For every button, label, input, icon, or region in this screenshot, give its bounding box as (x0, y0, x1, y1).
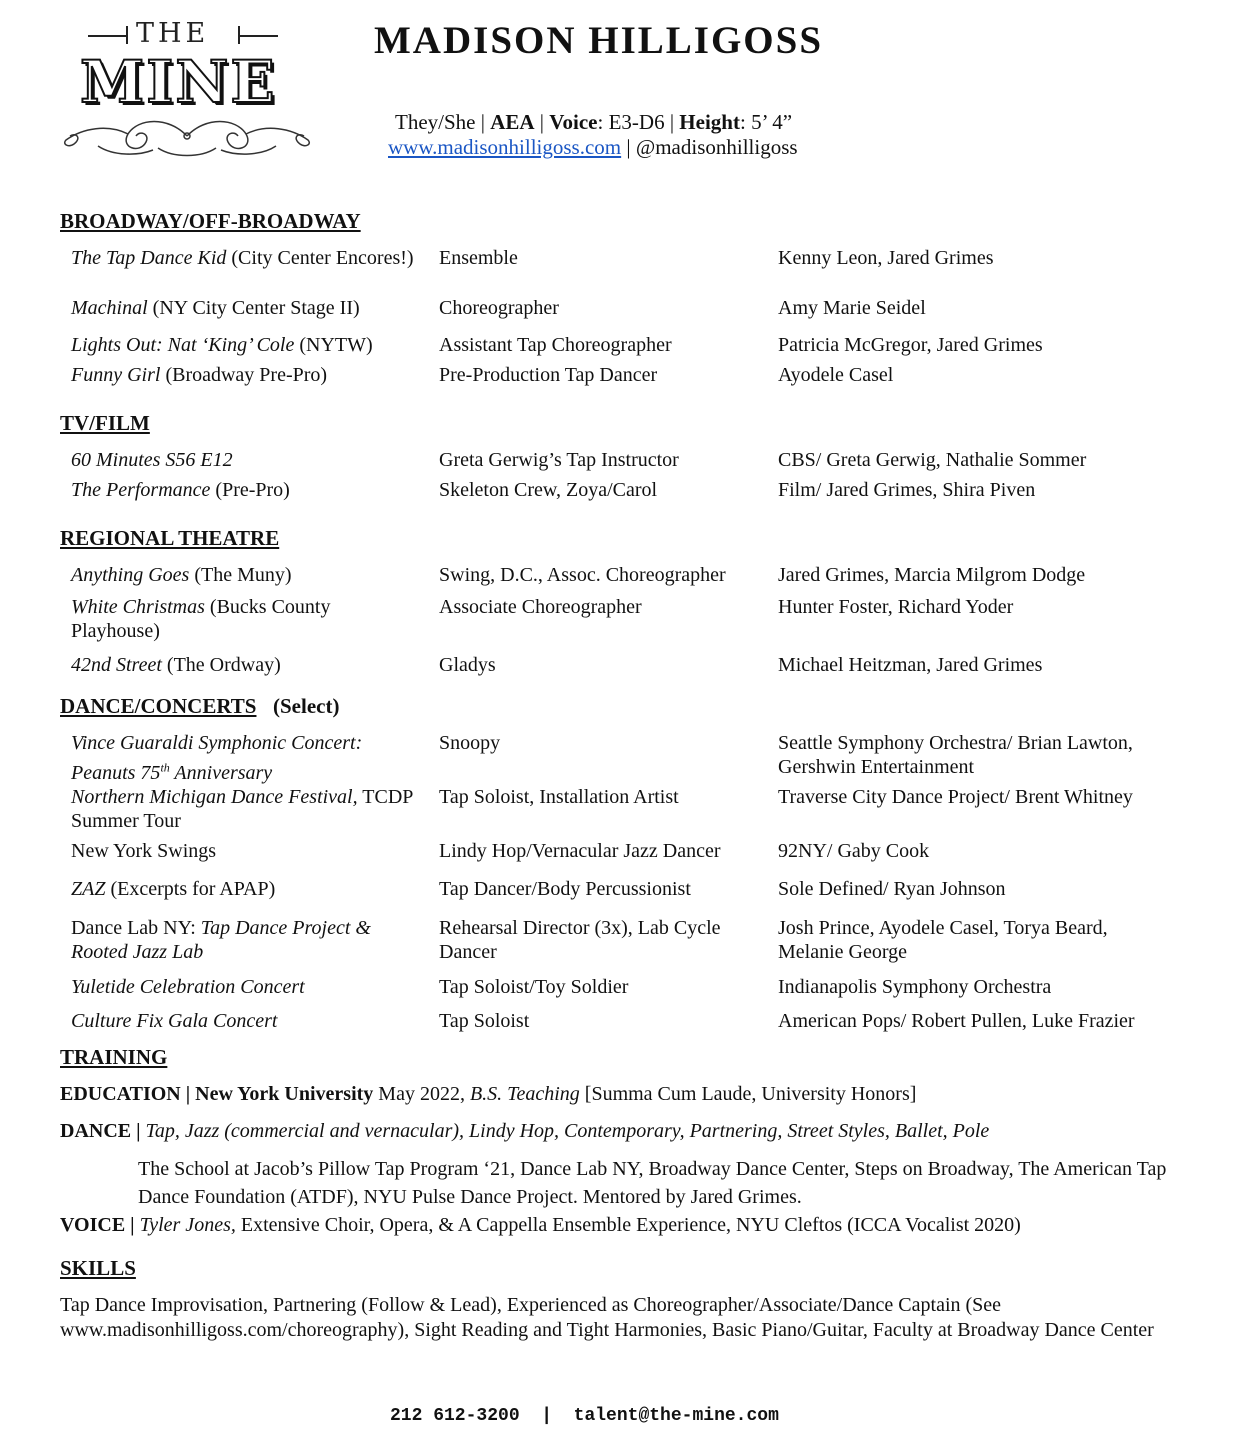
credit-show: White Christmas (Bucks County Playhouse) (71, 596, 331, 642)
credit-show: Lights Out: Nat ‘King’ Cole (NYTW) (71, 334, 373, 356)
credit-show: Culture Fix Gala Concert (71, 1010, 278, 1032)
social-handle: @madisonhilligoss (635, 135, 798, 159)
training-voice: VOICE | Tyler Jones, Extensive Choir, Opera, & A Cappella Ensemble Experience, NYU Cleftos (ICCA Vocalist 2020) (60, 1214, 1021, 1236)
credit-show: ZAZ (Excerpts for APAP) (71, 878, 276, 900)
performer-stats: They/She | AEA | Voice: E3-D6 | Height: 5’ 4” (395, 110, 793, 134)
credit-director: Traverse City Dance Project/ Brent Whitney (778, 786, 1133, 808)
voice-range: E3-D6 (608, 110, 665, 134)
credit-role: Skeleton Crew, Zoya/Carol (439, 479, 658, 501)
credit-show: New York Swings (71, 840, 217, 862)
section-heading-regional: REGIONAL THEATRE (60, 526, 280, 550)
credit-show: 42nd Street (The Ordway) (71, 654, 281, 676)
credit-show: Vince Guaraldi Symphonic Concert: Peanuts 75th Anniversary (71, 732, 363, 784)
union-status: AEA (490, 110, 535, 134)
section-heading-tv-film: TV/FILM (60, 411, 150, 435)
contact-links: www.madisonhilligoss.com | @madisonhilligoss (388, 135, 798, 159)
credit-role: Tap Soloist/Toy Soldier (439, 976, 629, 998)
credit-director: Film/ Jared Grimes, Shira Piven (778, 479, 1036, 501)
logo-the-text: THE (136, 18, 210, 49)
credit-director: Patricia McGregor, Jared Grimes (778, 334, 1043, 356)
agency-phone: 212 612-3200 (390, 1406, 520, 1426)
flourish-ornament-icon (58, 106, 316, 166)
credit-role: Gladys (439, 654, 496, 676)
agency-contact-footer (390, 1406, 779, 1426)
agency-email[interactable]: talent@the-mine.com (573, 1406, 779, 1426)
credit-role: Associate Choreographer (439, 596, 642, 618)
credit-show: Machinal (NY City Center Stage II) (71, 297, 360, 319)
voice-label: Voice (549, 110, 598, 134)
performer-name: MADISON HILLIGOSS (374, 19, 824, 62)
credit-role: Tap Soloist (439, 1010, 530, 1032)
logo-mine-text: MINE (80, 48, 277, 116)
credit-show: Northern Michigan Dance Festival, TCDP Summer Tour (71, 786, 413, 832)
section-heading-skills: SKILLS (60, 1256, 136, 1280)
website-link[interactable]: www.madisonhilligoss.com (388, 135, 622, 159)
credit-director: Indianapolis Symphony Orchestra (778, 976, 1052, 998)
credit-role: Lindy Hop/Vernacular Jazz Dancer (439, 840, 721, 862)
credit-show: 60 Minutes S56 E12 (71, 449, 233, 471)
credit-show: Funny Girl (Broadway Pre-Pro) (71, 364, 328, 386)
credit-role: Choreographer (439, 297, 559, 319)
credit-director: Josh Prince, Ayodele Casel, Torya Beard, Melanie George (778, 917, 1108, 963)
credit-show: Yuletide Celebration Concert (71, 976, 305, 998)
credit-director: Amy Marie Seidel (778, 297, 926, 319)
credit-role: Tap Dancer/Body Percussionist (439, 878, 691, 900)
height-value: 5’ 4” (751, 110, 793, 134)
footer-separator: | (519, 1406, 574, 1426)
credit-role: Ensemble (439, 247, 518, 269)
section-note-select: (Select) (273, 694, 340, 718)
section-heading-dance: DANCE/CONCERTS (60, 694, 257, 718)
agency-logo (58, 14, 316, 159)
credit-role: Tap Soloist, Installation Artist (439, 786, 679, 808)
section-heading-training: TRAINING (60, 1045, 168, 1069)
credit-role: Assistant Tap Choreographer (439, 334, 672, 356)
credit-director: Kenny Leon, Jared Grimes (778, 247, 994, 269)
credit-director: Hunter Foster, Richard Yoder (778, 596, 1014, 618)
credit-show: Dance Lab NY: Tap Dance Project & Rooted Jazz Lab (71, 917, 371, 963)
credit-role: Snoopy (439, 732, 501, 754)
credit-role: Swing, D.C., Assoc. Choreographer (439, 564, 726, 586)
logo-top (88, 18, 278, 52)
section-heading-broadway: BROADWAY/OFF-BROADWAY (60, 209, 361, 233)
credit-director: Ayodele Casel (778, 364, 894, 386)
training-dance-details: The School at Jacob’s Pillow Tap Program ‘21, Dance Lab NY, Broadway Dance Center, Steps on Broadway, The American Tap Dance Foundation (ATDF), NYU Pulse Dance Project. Mentored by Jared Grimes. (138, 1158, 1167, 1208)
credit-role: Rehearsal Director (3x), Lab Cycle Dancer (439, 917, 721, 963)
training-education: EDUCATION | New York University May 2022, B.S. Teaching [Summa Cum Laude, University Honors] (60, 1083, 917, 1105)
credit-director: Sole Defined/ Ryan Johnson (778, 878, 1006, 900)
credit-director: CBS/ Greta Gerwig, Nathalie Sommer (778, 449, 1087, 471)
credit-director: Jared Grimes, Marcia Milgrom Dodge (778, 564, 1086, 586)
credit-role: Greta Gerwig’s Tap Instructor (439, 449, 679, 471)
credit-director: Seattle Symphony Orchestra/ Brian Lawton, Gershwin Entertainment (778, 732, 1133, 778)
pronouns: They/She (395, 110, 476, 134)
credit-show: The Tap Dance Kid (City Center Encores!) (71, 247, 414, 269)
credit-director: American Pops/ Robert Pullen, Luke Frazier (778, 1010, 1135, 1032)
credit-show: Anything Goes (The Muny) (71, 564, 292, 586)
height-label: Height (679, 110, 740, 134)
credit-director: 92NY/ Gaby Cook (778, 840, 930, 862)
credit-show: The Performance (Pre-Pro) (71, 479, 290, 501)
skills-text: Tap Dance Improvisation, Partnering (Follow & Lead), Experienced as Choreographer/Associate/Dance Captain (See www.madisonhilligoss.com/choreography), Sight Reading and Tight Harmonies, Basic Piano/Guitar, Faculty at Broadway Dance Center (60, 1294, 1154, 1341)
credit-director: Michael Heitzman, Jared Grimes (778, 654, 1043, 676)
credit-role: Pre-Production Tap Dancer (439, 364, 658, 386)
training-dance: DANCE | Tap, Jazz (commercial and vernacular), Lindy Hop, Contemporary, Partnering, Street Styles, Ballet, Pole (60, 1120, 990, 1142)
